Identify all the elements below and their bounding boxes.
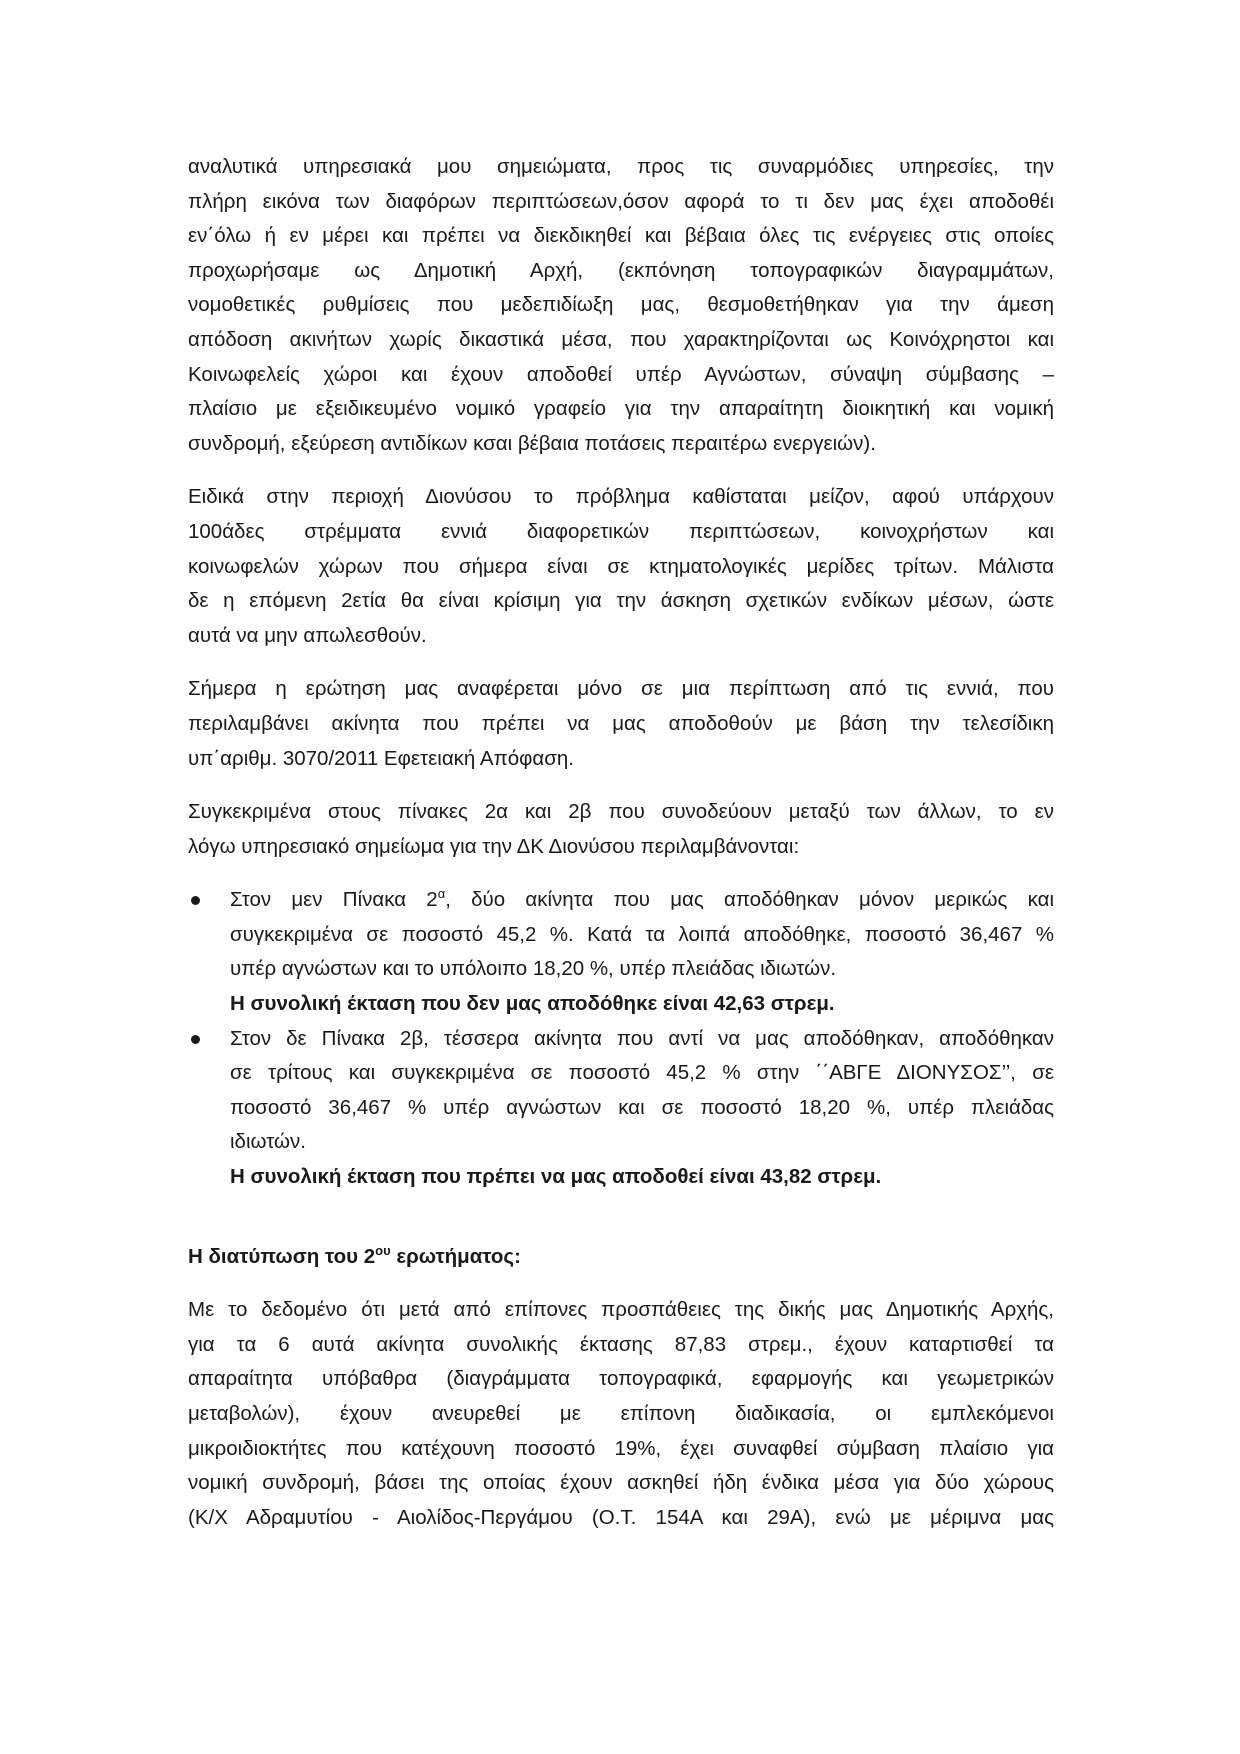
text-line: Με το δεδομένο ότι μετά από επίπονες προσπάθειες της δικής μας Δημοτικής Αρχής, xyxy=(188,1298,1054,1322)
text-line: δε η επόμενη 2ετία θα είναι κρίσιμη για την άσκηση σχετικών ενδίκων μέσων, ώστε xyxy=(188,589,1054,613)
bullet-icon xyxy=(191,896,200,905)
bold-summary-line: Η συνολική έκταση που δεν μας αποδόθηκε είναι 42,63 στρεμ. xyxy=(230,992,835,1016)
text-line: αναλυτικά υπηρεσιακά μου σημειώματα, προς τις συναρμόδιες υπηρεσίες, την xyxy=(188,155,1054,178)
text-line: σε τρίτους και συγκεκριμένα σε ποσοστό 45,2 % στην ΄΄ΑΒΓΕ ΔΙΟΝΥΣΟΣ’’, σε xyxy=(230,1061,1054,1085)
text-line: αυτά να μην απωλεσθούν. xyxy=(188,623,427,647)
text-line: περιλαμβάνει ακίνητα που πρέπει να μας αποδοθούν με βάση την τελεσίδικη xyxy=(188,711,1054,735)
text-fragment: Στον μεν Πίνακα 2 xyxy=(230,888,438,912)
text-line: νομική συνδρομή, βάσει της οποίας έχουν ασκηθεί ήδη ένδικα μέσα για δύο χώρους xyxy=(188,1471,1054,1495)
text-line: ιδιωτών. xyxy=(230,1130,306,1154)
paragraph-2 xyxy=(188,480,1054,653)
superscript: ου xyxy=(375,1242,391,1258)
bullet-list xyxy=(188,883,1054,1194)
text-line: εν΄όλω ή εν μέρει και πρέπει να διεκδικηθεί και βέβαια όλες τις ενέργειες στις οποίες xyxy=(188,224,1054,248)
text-line xyxy=(230,883,1054,918)
paragraph-4 xyxy=(188,795,1054,864)
superscript: α xyxy=(437,886,446,902)
text-line: απαραίτητα υπόβαθρα (διαγράμματα τοπογραφικά, εφαρμογής και γεωμετρικών xyxy=(188,1367,1054,1391)
text-line: νομοθετικές ρυθμίσεις που μεδεπιδίωξη μας, θεσμοθετήθηκαν για την άμεση xyxy=(188,293,1054,317)
list-item xyxy=(188,883,1054,1021)
text-line: συγκεκριμένα σε ποσοστό 45,2 %. Κατά τα λοιπά αποδόθηκε, ποσοστό 36,467 % xyxy=(230,922,1054,946)
section-heading xyxy=(188,1240,1054,1275)
text-line: υπ΄αριθμ. 3070/2011 Εφετειακή Απόφαση. xyxy=(188,746,575,770)
text-line: για τα 6 αυτά ακίνητα συνολικής έκτασης 87,83 στρεμ., έχουν καταρτισθεί τα xyxy=(188,1332,1054,1356)
text-line: υπέρ αγνώστων και το υπόλοιπο 18,20 %, υπέρ πλειάδας ιδιωτών. xyxy=(230,957,837,981)
text-line: Στον δε Πίνακα 2β, τέσσερα ακίνητα που αντί να μας αποδόθηκαν, αποδόθηκαν xyxy=(230,1026,1054,1050)
text-line: Ειδικά στην περιοχή Διονύσου το πρόβλημα καθίσταται μείζον, αφού υπάρχουν xyxy=(188,485,1054,509)
text-line: 100άδες στρέμματα εννιά διαφορετικών περιπτώσεων, κοινοχρήστων και xyxy=(188,519,1054,543)
text-line: απόδοση ακινήτων χωρίς δικαστικά μέσα, που χαρακτηρίζονται ως Κοινόχρηστοι και xyxy=(188,327,1054,351)
paragraph-3 xyxy=(188,672,1054,776)
document-body xyxy=(188,150,1054,1554)
bold-summary-line: Η συνολική έκταση που πρέπει να μας αποδοθεί είναι 43,82 στρεμ. xyxy=(230,1165,882,1189)
paragraph-final xyxy=(188,1293,1054,1535)
text-line: συνδρομή, εξεύρεση αντιδίκων κσαι βέβαια ποτάσεις περαιτέρω ενεργειών). xyxy=(188,431,876,455)
text-line: Σήμερα η ερώτηση μας αναφέρεται μόνο σε μια περίπτωση από τις εννιά, που xyxy=(188,677,1054,701)
paragraph-1 xyxy=(188,150,1054,461)
text-line: προχωρήσαμε ως Δημοτική Αρχή, (εκπόνηση τοπογραφικών διαγραμμάτων, xyxy=(188,258,1054,282)
text-line: Κοινωφελείς χώροι και έχουν αποδοθεί υπέρ Αγνώστων, σύναψη σύμβασης – xyxy=(188,362,1054,386)
text-line: πλαίσιο με εξειδικευμένο νομικό γραφείο για την απαραίτητη διοικητική και νομική xyxy=(188,397,1054,421)
text-line: μικροιδιοκτήτες που κατέχουνη ποσοστό 19%, έχει συναφθεί σύμβαση πλαίσιο για xyxy=(188,1436,1054,1460)
text-line: μεταβολών), έχουν ανευρεθεί με επίπονη διαδικασία, οι εμπλεκόμενοι xyxy=(188,1402,1054,1425)
text-line: (Κ/Χ Αδραμυτίου - Αιολίδος-Περγάμου (Ο.Τ. 154Α και 29Α), ενώ με μέριμνα μας xyxy=(188,1505,1054,1529)
list-item xyxy=(188,1022,1054,1195)
heading-text: ερωτήματος: xyxy=(390,1244,521,1268)
text-line: Συγκεκριμένα στους πίνακες 2α και 2β που συνοδεύουν μεταξύ των άλλων, το εν xyxy=(188,800,1054,824)
text-line: λόγω υπηρεσιακό σημείωμα για την ΔΚ Διονύσου περιλαμβάνονται: xyxy=(188,834,800,858)
text-line: πλήρη εικόνα των διαφόρων περιπτώσεων,όσον αφορά το τι δεν μας έχει αποδοθέι xyxy=(188,189,1054,213)
text-line: ποσοστό 36,467 % υπέρ αγνώστων και σε ποσοστό 18,20 %, υπέρ πλειάδας xyxy=(230,1095,1054,1119)
text-line: κοινωφελών χώρων που σήμερα είναι σε κτηματολογικές μερίδες τρίτων. Μάλιστα xyxy=(188,554,1054,578)
bullet-icon xyxy=(191,1035,200,1044)
text-fragment: , δύο ακίνητα που μας αποδόθηκαν μόνον μερικώς και xyxy=(445,888,1054,912)
heading-text: Η διατύπωση του 2 xyxy=(188,1244,376,1268)
